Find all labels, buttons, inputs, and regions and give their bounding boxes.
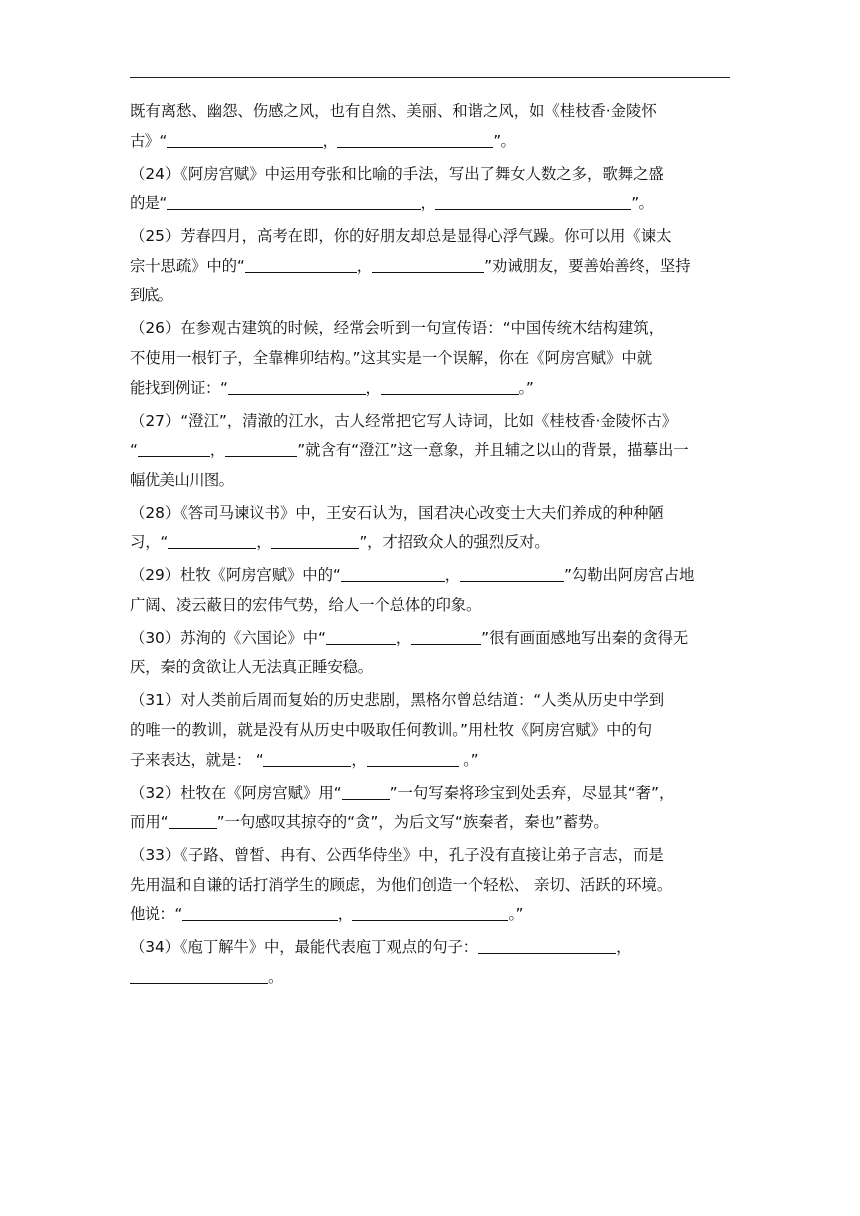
line-text: （30）苏洵的《六国论》中“ <box>130 628 326 647</box>
line-text: ”。 <box>493 131 516 150</box>
text-line <box>130 528 735 558</box>
answer-blank[interactable] <box>167 192 421 210</box>
text-line <box>130 344 735 374</box>
text-line <box>130 746 735 776</box>
line-text: 先用温和自谦的话打消学生的顾虑，为他们创造一个轻松、 亲切、活跃的环境。 <box>130 875 673 894</box>
answer-blank[interactable] <box>271 531 359 549</box>
line-text: （27）“澄江”，清澈的江水，古人经常把它写人诗词，比如《桂枝香·金陵怀古》 <box>130 411 678 430</box>
text-line <box>130 808 735 838</box>
line-text: （29）杜牧《阿房宫赋》中的“ <box>130 566 341 585</box>
question-line <box>130 160 735 190</box>
line-text: 他说：“ <box>130 905 182 924</box>
line-text: （33）《子路、曾皙、冉有、公西华侍坐》中，孔子没有直接让弟子言志，而是 <box>130 846 664 865</box>
line-text: ”很有画面感地写出秦的贪得无 <box>481 628 689 647</box>
line-text: ， <box>420 194 436 213</box>
text-line <box>130 281 735 311</box>
line-text: ， <box>444 566 461 585</box>
question-line <box>130 499 735 529</box>
line-text: ， <box>322 131 338 150</box>
line-text: ”劝诫朋友，要善始善终，坚持 <box>484 256 691 275</box>
line-text: ”。 <box>631 194 654 213</box>
line-text: 厌，秦的贪欲让人无法真正睡安稳。 <box>130 658 373 677</box>
question-line <box>130 779 735 809</box>
line-text: （25）芳春四月，高考在即，你的好朋友却总是显得心浮气躁。你可以用《谏太 <box>130 227 672 246</box>
answer-blank[interactable] <box>168 531 256 549</box>
line-text: ， <box>365 378 381 397</box>
line-text: ， <box>256 533 272 552</box>
question-line <box>130 686 735 716</box>
line-text: 广阔、凌云蔽日的宏伟气势，给人一个总体的印象。 <box>130 595 482 614</box>
text-line <box>130 127 735 157</box>
answer-blank[interactable] <box>263 749 351 767</box>
line-text: （34）《庖丁解牛》中，最能代表庖丁观点的句子： <box>130 938 479 957</box>
text-line <box>130 252 735 282</box>
line-text: 子来表达，就是： “ <box>130 750 264 769</box>
line-text: ， <box>616 938 632 957</box>
text-line <box>130 653 735 683</box>
text-line <box>130 436 735 466</box>
line-text: 。” <box>518 378 534 397</box>
header-rule <box>130 77 730 78</box>
line-text: 的是“ <box>130 194 167 213</box>
answer-blank[interactable] <box>228 377 366 395</box>
line-text: 到底。 <box>130 286 172 305</box>
text-line <box>130 466 735 496</box>
line-text: “ <box>130 441 138 460</box>
text-line <box>130 900 735 930</box>
line-text: ， <box>356 256 373 275</box>
line-text: 古》“ <box>130 131 167 150</box>
answer-blank[interactable] <box>367 749 459 767</box>
line-text: 而用“ <box>130 813 169 832</box>
answer-blank[interactable] <box>341 564 445 582</box>
answer-blank[interactable] <box>352 903 508 921</box>
question-line <box>130 407 735 437</box>
answer-blank[interactable] <box>130 966 268 984</box>
question-line <box>130 624 735 654</box>
line-text: ”，才招致众人的强烈反对。 <box>359 533 550 552</box>
answer-blank[interactable] <box>381 377 519 395</box>
answer-blank[interactable] <box>337 130 493 148</box>
text-line <box>130 591 735 621</box>
line-text: 既有离愁、幽怨、伤感之风，也有自然、美丽、和谐之风，如《桂枝香·金陵怀 <box>130 102 657 120</box>
line-text: ， <box>337 905 353 924</box>
line-text: 。” <box>458 750 479 769</box>
line-text: 能找到例证：“ <box>130 378 228 397</box>
line-text: 。” <box>508 905 523 924</box>
text-line <box>130 189 735 219</box>
answer-blank[interactable] <box>411 627 481 645</box>
text-line <box>130 97 735 127</box>
line-text: （24）《阿房宫赋》中运用夸张和比喻的手法，写出了舞女人数之多，歌舞之盛 <box>130 164 664 183</box>
text-line <box>130 716 735 746</box>
text-line <box>130 871 735 901</box>
line-text: 宗十思疏》中的“ <box>130 256 245 275</box>
line-text: ”就含有“澄江”这一意象，并且辅之以山的背景，描摹出一 <box>297 441 689 460</box>
line-text: （26）在参观古建筑的时候，经常会听到一句宣传语：“中国传统木结构建筑， <box>130 319 665 338</box>
line-text: 的唯一的教训，就是没有从历史中吸取任何教训。”用杜牧《阿房宫赋》中的句 <box>130 721 653 739</box>
question-line <box>130 841 735 871</box>
line-text: ”一句感叹其掠夺的“贪”，为后文写“族秦者，秦也”蓄势。 <box>216 813 609 832</box>
answer-blank[interactable] <box>372 255 484 273</box>
question-line <box>130 933 735 963</box>
answer-blank[interactable] <box>435 192 631 210</box>
answer-blank[interactable] <box>342 782 390 800</box>
answer-blank[interactable] <box>245 255 357 273</box>
line-text: 。 <box>268 967 279 986</box>
line-text: ”勾勒出阿房宫占地 <box>564 566 695 585</box>
question-line <box>130 314 735 344</box>
answer-blank[interactable] <box>138 439 210 457</box>
answer-blank[interactable] <box>169 811 217 829</box>
question-line <box>130 222 735 252</box>
line-text: 不使用一根钉子，全靠榫卯结构。”这其实是一个误解，你在《阿房宫赋》中就 <box>130 348 653 367</box>
line-text: ”一句写秦将珍宝到处丢弃，尽显其“奢”， <box>389 783 675 802</box>
line-text: 习，“ <box>130 533 169 552</box>
text-line <box>130 374 735 404</box>
line-text: （31）对人类前后周而复始的历史悲剧，黑格尔曾总结道：“人类从历史中学到 <box>130 691 665 710</box>
answer-blank[interactable] <box>478 936 616 954</box>
answer-blank[interactable] <box>182 903 338 921</box>
line-text: （32）杜牧在《阿房宫赋》用“ <box>130 783 342 802</box>
document-body <box>130 97 735 993</box>
text-line <box>130 963 735 993</box>
line-text: 幅优美山川图。 <box>130 470 234 489</box>
question-line <box>130 561 735 591</box>
line-text: ， <box>395 628 412 647</box>
answer-blank[interactable] <box>167 130 323 148</box>
line-text: ， <box>209 441 226 460</box>
answer-blank[interactable] <box>460 564 564 582</box>
line-text: （28）《答司马谏议书》中，王安石认为，国君决心改变士大夫们养成的种种陋 <box>130 503 664 522</box>
line-text: ， <box>351 750 367 769</box>
answer-blank[interactable] <box>326 627 396 645</box>
answer-blank[interactable] <box>225 439 297 457</box>
